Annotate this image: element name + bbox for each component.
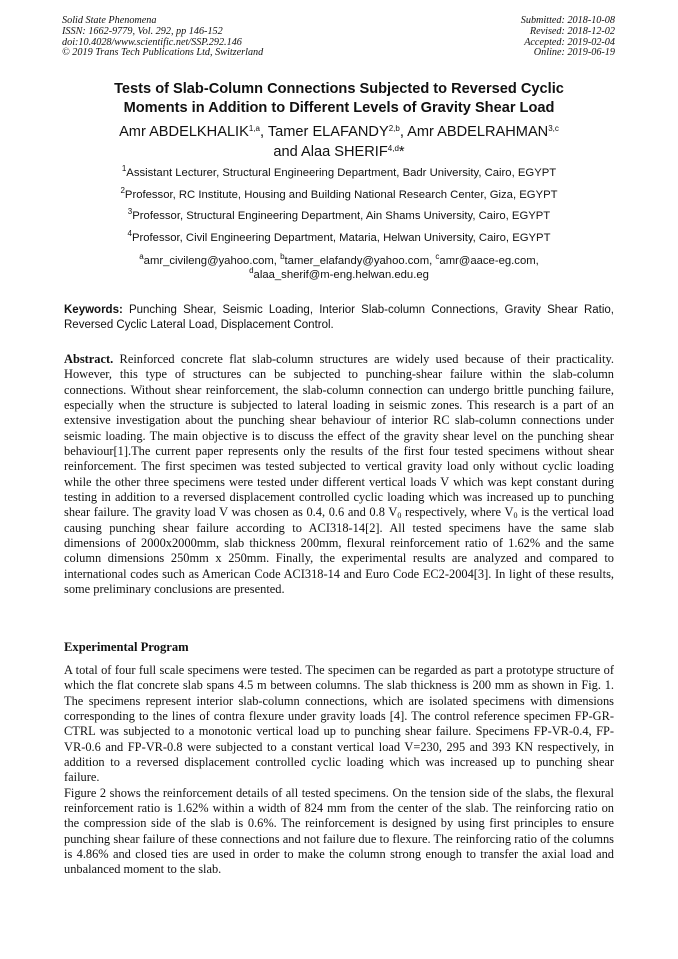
journal-issn: ISSN: 1662-9779, Vol. 292, pp 146-152 (62, 25, 223, 37)
affiliation-4 (64, 229, 614, 245)
journal-name: Solid State Phenomena (62, 15, 157, 26)
date-accepted: Accepted: 2019-02-04 (524, 36, 615, 48)
author-2: Tamer ELAFANDY (267, 124, 389, 140)
author-emails (64, 254, 614, 282)
dates-header (521, 16, 615, 59)
experimental-paragraph-2: Figure 2 shows the reinforcement details of all tested specimens. On the tension side of the slabs, the flexural reinforcement ratio is 1.62% within a width of 824 mm from the center of the slab. The reinforcing ratio on the compression side of the slab is 0.6%. The reinforcement is designed by using first principles to ensure punching shear failure of these connections and not failure due to flexure. The reinforcing ratio of the columns is 4.86% and closed ties are used in order to make the column strong enough to transfer the axial load and unbalanced moment to the slab. (64, 785, 614, 877)
keywords-text: Punching Shear, Seismic Loading, Interior Slab-column Connections, Gravity Shear Ratio, Reversed Cyclic Lateral Load, Displacement Control. (64, 304, 614, 331)
email-a[interactable]: amr_civileng@yahoo.com, (143, 255, 281, 267)
section-heading-experimental: Experimental Program (64, 640, 189, 654)
email-d[interactable]: alaa_sherif@m-eng.helwan.edu.eg (253, 269, 429, 281)
author-2-sup: 2,b (388, 124, 400, 133)
affiliation-4-text: Professor, Civil Engineering Department, Mataria, Helwan University, Cairo, EGYPT (131, 232, 551, 244)
abstract-sub-2: 0 (513, 511, 518, 521)
email-b[interactable]: tamer_elafandy@yahoo.com, (284, 255, 436, 267)
affiliation-3-text: Professor, Structural Engineering Department, Ain Shams University, Cairo, EGYPT (132, 210, 551, 222)
email-b-sup: b (280, 252, 285, 261)
authors-line-1 (64, 123, 614, 143)
journal-header (62, 16, 263, 59)
journal-copyright: © 2019 Trans Tech Publications Ltd, Switzerland (62, 47, 264, 59)
paper-title (64, 80, 614, 118)
affiliation-2-text: Professor, RC Institute, Housing and Building National Research Center, Giza, EGYPT (124, 189, 558, 201)
date-revised: Revised: 2018-12-02 (529, 25, 615, 37)
affiliation-4-num: 4 (127, 229, 132, 238)
email-c[interactable]: amr@aace-eg.com, (439, 255, 539, 267)
emails-line-1 (64, 254, 614, 268)
experimental-body (64, 663, 614, 878)
email-a-sup: a (139, 252, 144, 261)
author-1-sup: 1,a (248, 124, 260, 133)
keywords-label: Keywords: (64, 304, 123, 316)
title-line-2: Moments in Addition to Different Levels of Gravity Shear Load (123, 100, 555, 116)
affiliation-1 (64, 164, 614, 180)
author-list (64, 123, 614, 162)
affiliation-3-num: 3 (127, 207, 133, 216)
affiliation-2 (64, 186, 614, 202)
email-c-sup: c (435, 252, 440, 261)
keywords (64, 303, 614, 332)
author-and: and (273, 143, 301, 160)
abstract (64, 352, 614, 598)
abstract-text-3: is the vertical load causing punching shear failure according to ACI318-14[2]. All tested specimens have the same slab dimensions of 2000x2000mm, slab thickness 200mm, flexural reinforcement ratio of 1.62% and the same column dimensions 250mm x 250mm. Finally, the experimental results are analyzed and compared to international codes such as American Code ACI318-14 and Euro Code EC2-2004[3]. In light of these results, some preliminary conclusions are presented. (64, 505, 614, 597)
author-3-sup: 3,c (548, 124, 559, 133)
title-line-1: Tests of Slab-Column Connections Subjected to Reversed Cyclic (114, 81, 564, 97)
corresponding-star: * (398, 143, 405, 160)
author-sep-1: , (259, 124, 268, 140)
affiliation-1-text: Assistant Lecturer, Structural Engineering Department, Badr University, Cairo, EGYPT (126, 167, 557, 179)
date-online: Online: 2019-06-19 (533, 47, 615, 59)
author-sep-2: , (399, 124, 408, 140)
author-4-sup: 4,d (387, 143, 399, 153)
affiliation-1-num: 1 (121, 164, 127, 173)
affiliation-2-num: 2 (120, 186, 125, 195)
authors-line-2 (64, 143, 614, 163)
email-d-sup: d (249, 266, 254, 275)
journal-doi[interactable]: doi:10.4028/www.scientific.net/SSP.292.146 (62, 36, 242, 48)
abstract-text-1: Reinforced concrete flat slab-column structures are widely used because of their practicality. However, this type of structures can be subjected to punching-shear failure within the slab-column connections. Without shear reinforcement, the slab-column connection can undergo brittle punching failure, especially when the structure is subjected to lateral loading in seismic zones. This research is a part of an extensive investigation about the punching shear behaviour of interior RC slab-column connections under seismic loading. The main objective is to discuss the effect of the gravity shear level on the punching shear behaviour[1].The current paper represents only the results of the first four tested specimens without shear reinforcement. The first specimen was tested subjected to vertical gravity load only without cyclic loading while the other three specimens were tested under different vertical loads V which was kept constant during testing in addition to a reversed displacement controlled cyclic loading which was increased up to punching shear failure. The gravity load V was chosen as 0.4, 0.6 and 0.8 V (64, 352, 614, 520)
emails-line-2 (64, 268, 614, 282)
author-4: Alaa SHERIF (301, 143, 388, 160)
author-1: Amr ABDELKHALIK (119, 124, 249, 140)
abstract-sub-1: 0 (397, 511, 402, 521)
affiliation-3 (64, 207, 614, 223)
experimental-paragraph-1: A total of four full scale specimens were tested. The specimen can be regarded as part a prototype structure of which the flat concrete slab spans 4.5 m between columns. The slab thickness is 200 mm as shown in Fig. 1. The specimens represent interior slab-column connections, which are isolated specimens with dimensions corresponding to the lines of contra flexure under gravity loads [4]. The control reference specimen FP-GR-CTRL was subjected to a monotonic vertical load up to punching shear failure. Specimens FP-VR-0.4, FP-VR-0.6 and FP-VR-0.8 were subjected to a constant vertical load V=230, 295 and 393 KN respectively, in addition to a reversed displacement controlled cyclic loading which was increased up to punching shear failure. (64, 663, 614, 785)
abstract-text-2: respectively, where V (401, 505, 514, 520)
author-3: Amr ABDELRAHMAN (407, 124, 549, 140)
abstract-label: Abstract. (64, 352, 114, 366)
date-submitted: Submitted: 2018-10-08 (520, 15, 615, 26)
